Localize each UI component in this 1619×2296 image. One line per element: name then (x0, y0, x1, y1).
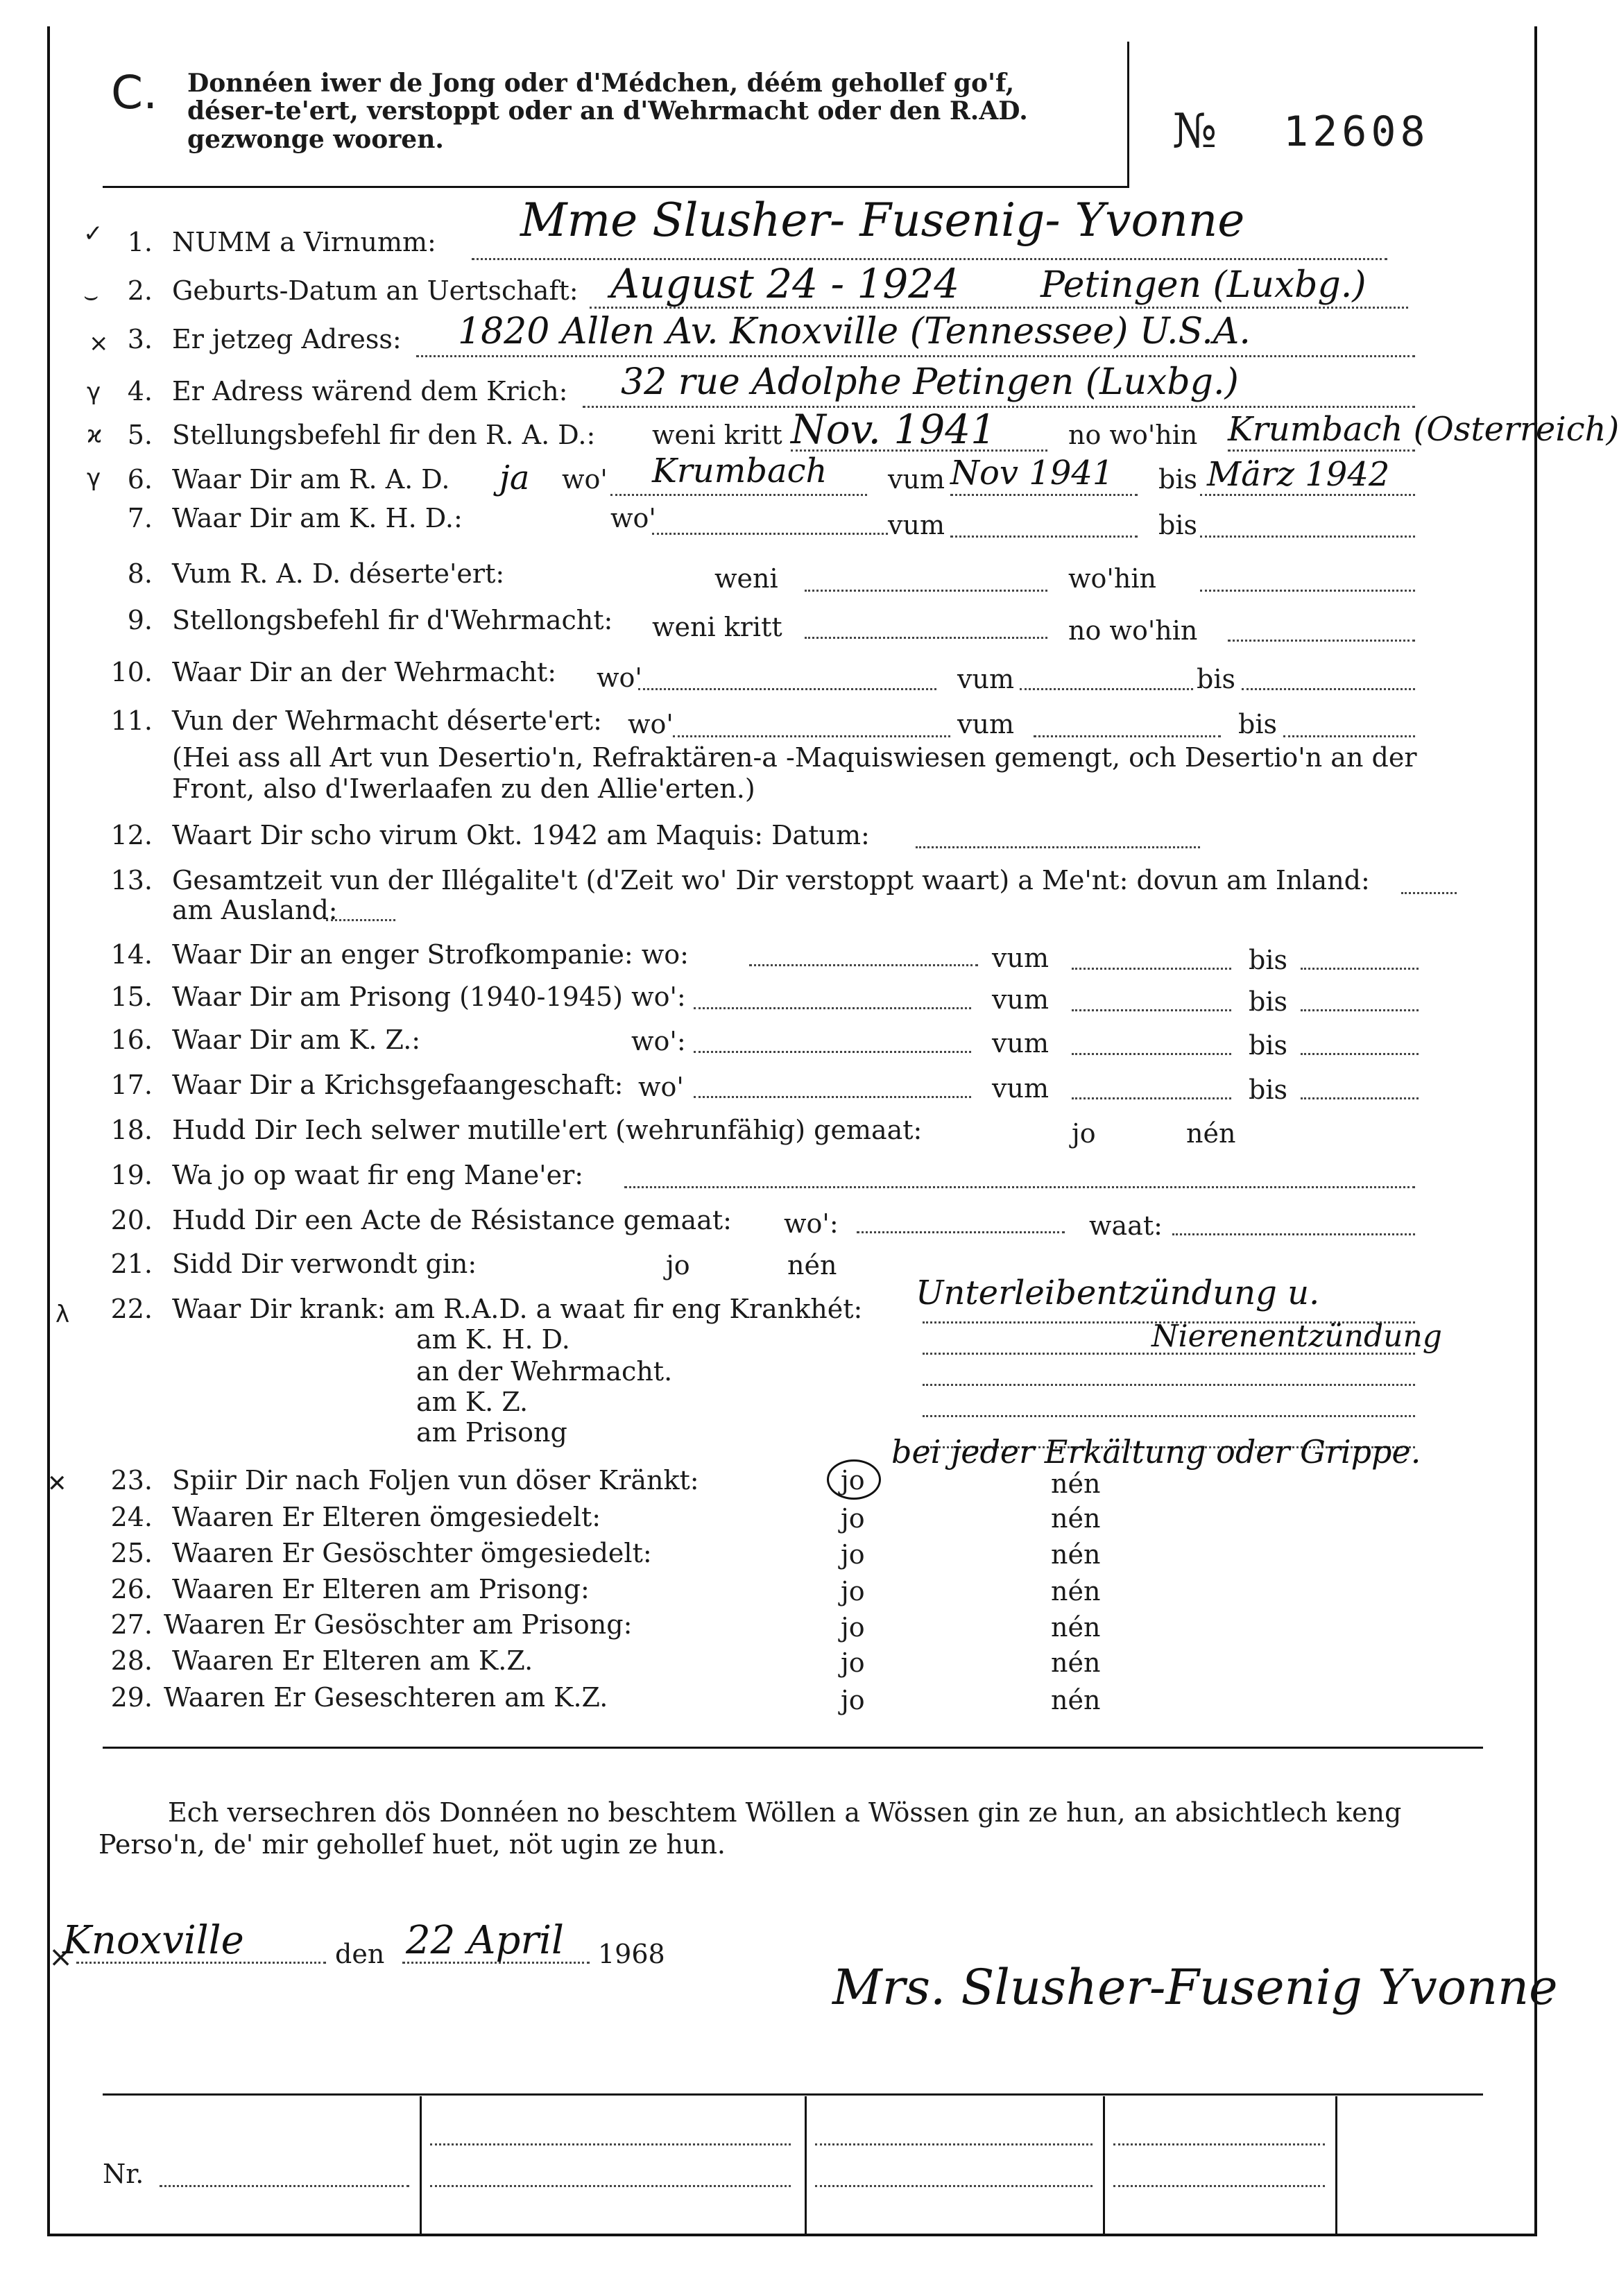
fill-line (923, 1415, 1415, 1417)
row-number: 22. (110, 1294, 153, 1324)
label-wo: wo' (597, 662, 642, 693)
fill-line (950, 494, 1138, 496)
row-label: Waar Dir a Krichsgefaangeschaft: (172, 1070, 624, 1100)
option-nen: nén (1051, 1503, 1101, 1534)
check-mark: γ (87, 378, 101, 406)
row-label: Waaren Er Elteren am Prisong: (172, 1574, 590, 1604)
check-mark: × (89, 329, 109, 357)
option-jo: jo (841, 1503, 865, 1534)
sublabel: am K. H. D. (416, 1324, 570, 1355)
row-label: Waaren Er Gesöschter am Prisong: (164, 1609, 633, 1640)
option-jo: jo (841, 1576, 865, 1607)
row-label: Vun der Wehrmacht déserte'ert: (172, 705, 602, 736)
fill-line (923, 1384, 1415, 1386)
fill-line (1228, 449, 1415, 452)
label-bis: bis (1197, 664, 1235, 694)
label-wo: wo' (638, 1072, 684, 1102)
option-nen: nén (1051, 1685, 1101, 1715)
row-label: Stellungsbefehl fir den R. A. D.: (172, 420, 596, 450)
fill-line (416, 355, 1415, 357)
row-number: 15. (110, 982, 153, 1012)
handwritten-place: Krumbach (652, 452, 828, 490)
fill-line (1072, 1053, 1231, 1055)
label-vum: vum (888, 464, 945, 495)
label-weni-kritt: weni kritt (652, 420, 782, 450)
label-vum: vum (957, 709, 1014, 739)
handwritten-destination: Krumbach (Osterreich) (1228, 410, 1619, 449)
handwritten-birthdate: August 24 - 1924 (610, 260, 960, 307)
row-label: Waar Dir am K. Z.: (172, 1025, 421, 1055)
row-number: 17. (110, 1070, 153, 1100)
label-vum: vum (992, 1028, 1049, 1059)
fill-line (1228, 640, 1415, 642)
row-number: 18. (110, 1115, 153, 1145)
fill-line (1242, 688, 1415, 690)
check-mark: ϰ (87, 421, 103, 449)
label-wo: wo': (784, 1208, 839, 1239)
handwritten-from: Nov 1941 (950, 454, 1114, 492)
label-vum: vum (992, 984, 1049, 1015)
label-bis: bis (1249, 1074, 1287, 1105)
label-wo: wo' (610, 503, 656, 533)
signature: Mrs. Slusher-Fusenig Yvonne (832, 1959, 1558, 2016)
row-number: 26. (110, 1574, 153, 1604)
footer-col-divider (805, 2096, 807, 2235)
label-no-wohin: no wo'hin (1068, 615, 1198, 646)
fill-line (694, 1007, 971, 1009)
label-bis: bis (1158, 464, 1197, 495)
label-abroad: am Ausland: (172, 895, 338, 925)
label-bis: bis (1249, 1030, 1287, 1061)
row-number: 2. (127, 275, 153, 306)
row-number: 23. (110, 1465, 153, 1496)
option-jo: jo (666, 1250, 690, 1280)
row-number: 5. (127, 420, 153, 450)
row-number: 6. (127, 464, 153, 495)
fill-line (1200, 494, 1415, 496)
row-label: Vum R. A. D. déserte'ert: (172, 558, 505, 589)
fill-line (916, 846, 1200, 848)
row-number: 19. (110, 1160, 153, 1190)
check-mark: ⌣ (83, 282, 99, 310)
fill-line (694, 1096, 971, 1098)
year: 1968 (598, 1939, 665, 1969)
row-label: Waar Dir am K. H. D.: (172, 503, 463, 533)
sublabel: am Prisong (416, 1417, 567, 1448)
row-number: 12. (110, 820, 153, 850)
fill-line (610, 494, 867, 496)
row-number: 8. (127, 558, 153, 589)
option-nen: nén (1186, 1118, 1236, 1149)
row-label: Waart Dir scho virum Okt. 1942 am Maquis: Datum: (172, 820, 870, 850)
row-number: 20. (110, 1205, 153, 1235)
fill-line (1072, 1009, 1231, 1011)
option-jo: jo (841, 1685, 865, 1715)
label-vum: vum (957, 664, 1014, 694)
fill-line (1034, 735, 1221, 737)
option-nen: nén (1051, 1539, 1101, 1570)
row-number: 1. (127, 227, 153, 257)
row-label: NUMM a Virnumm: (172, 227, 436, 257)
label-vum: vum (888, 510, 945, 540)
fill-line (430, 2143, 791, 2145)
fill-line (1072, 1097, 1231, 1099)
handwritten-illness: Unterleibentzündung u. (916, 1274, 1320, 1312)
handwritten-place: Knoxville (62, 1918, 244, 1963)
fill-line (805, 637, 1047, 639)
check-mark: ✓ (83, 220, 103, 248)
row-label: Waar Dir an der Wehrmacht: (172, 657, 557, 687)
header-divider (103, 186, 1129, 188)
fill-line (583, 406, 1415, 408)
option-nen: nén (1051, 1576, 1101, 1607)
fill-line (1172, 1233, 1415, 1235)
section-letter: C. (111, 66, 158, 119)
sublabel: an der Wehrmacht. (416, 1356, 673, 1387)
row-number: 21. (110, 1249, 153, 1279)
handwritten-address: 1820 Allen Av. Knoxville (Tennessee) U.S.A. (458, 311, 1251, 352)
footer-top-line (103, 2093, 1483, 2096)
option-jo: jo (1072, 1118, 1096, 1149)
fill-line (638, 688, 936, 690)
handwritten-to: März 1942 (1207, 455, 1390, 494)
row-number: 16. (110, 1025, 153, 1055)
row-number: 25. (110, 1538, 153, 1568)
row-label: Waar Dir am Prisong (1940-1945) wo': (172, 982, 686, 1012)
fill-line (1113, 2185, 1325, 2187)
option-nen: nén (1051, 1647, 1101, 1678)
sublabel: am K. Z. (416, 1387, 529, 1417)
row-label: Er Adress wärend dem Krich: (172, 376, 568, 406)
fill-line (652, 533, 888, 535)
label-bis: bis (1238, 709, 1277, 739)
option-jo: jo (841, 1612, 865, 1643)
row-number: 4. (127, 376, 153, 406)
label-vum: vum (992, 1073, 1049, 1104)
row-label: Hudd Dir een Acte de Résistance gemaat: (172, 1205, 732, 1235)
handwritten-name: Mme Slusher- Fusenig- Yvonne (520, 194, 1245, 247)
fill-line (1200, 590, 1415, 592)
label-waat: waat: (1089, 1210, 1163, 1241)
fill-line (815, 2185, 1093, 2187)
fill-line (76, 1962, 326, 1964)
row-number: 24. (110, 1502, 153, 1532)
row-label: Stellongsbefehl fir d'Wehrmacht: (172, 605, 613, 635)
option-jo: jo (841, 1465, 865, 1496)
label-no-wohin: no wo'hin (1068, 420, 1198, 450)
row-number: 9. (127, 605, 153, 635)
fill-line (805, 590, 1047, 592)
fill-line (1283, 735, 1415, 737)
row-number: 29. (110, 1682, 153, 1713)
handwritten-consequence: bei jeder Erkältung oder Grippe. (891, 1433, 1421, 1471)
footer-col-divider (1335, 2096, 1337, 2235)
label-wo: wo' (562, 464, 608, 495)
label-wo: wo': (631, 1026, 686, 1056)
handwritten-war-address: 32 rue Adolphe Petingen (Luxbg.) (621, 361, 1239, 403)
fill-line (1401, 892, 1457, 894)
handwritten-illness-2: Nierenentzündung (1151, 1319, 1442, 1354)
section-divider (103, 1747, 1483, 1749)
fill-line (694, 1051, 971, 1053)
handwritten-yes: ja (499, 459, 530, 497)
check-mark: γ (87, 464, 101, 492)
handwritten-birthplace: Petingen (Luxbg.) (1040, 264, 1367, 306)
row-label: Waar Dir an enger Strofkompanie: wo: (172, 939, 689, 970)
handwritten-date: 22 April (406, 1918, 564, 1963)
row-number: 3. (127, 324, 153, 354)
fill-line (1301, 1009, 1419, 1011)
fill-line (815, 2143, 1093, 2145)
label-wohin: wo'hin (1068, 563, 1156, 594)
option-nen: nén (1051, 1612, 1101, 1643)
row-number: 14. (110, 939, 153, 970)
option-jo: jo (841, 1647, 865, 1678)
row-label: Hudd Dir Iech selwer mutille'ert (wehrunfähig) gemaat: (172, 1115, 923, 1145)
footer-col-divider (420, 2096, 422, 2235)
check-mark: ✕ (47, 1470, 67, 1498)
row-number: 13. (110, 865, 153, 896)
row-label: Spiir Dir nach Foljen vun döser Kränkt: (172, 1465, 699, 1496)
footer-col-divider (1103, 2096, 1105, 2235)
form-number: 12608 (1283, 108, 1430, 156)
fill-line (749, 964, 978, 966)
section-title: Donnéen iwer de Jong oder d'Médchen, déém gehollef go'f, déser-te'ert, verstoppt oder an d'Wehrmacht oder den R.AD. gezwonge wooren. (187, 69, 1028, 154)
check-mark: × (49, 1939, 74, 1973)
footer-nr-label: Nr. (103, 2159, 144, 2189)
desertion-note: (Hei ass all Art vun Desertio'n, Refraktären-a -Maquiswiesen gemengt, och Desertio'n an der Front, also d'Iwerlaafen zu den Allie'erten.) (172, 742, 1417, 804)
handwritten-date: Nov. 1941 (791, 406, 997, 453)
fill-line (1301, 968, 1419, 970)
label-bis: bis (1249, 986, 1287, 1017)
number-symbol: № (1172, 104, 1217, 159)
row-label: Waar Dir am R. A. D. (172, 464, 450, 495)
label-wo: wo' (628, 709, 674, 739)
fill-line (1020, 688, 1193, 690)
declaration-text: Ech versechren dös Donnéen no beschtem Wöllen a Wössen gin ze hun, an absichtlech keng Perso'n, de' mir gehollef huet, nöt ugin ze hun. (98, 1797, 1402, 1860)
row-number: 7. (127, 503, 153, 533)
row-label: Wa jo op waat fir eng Mane'er: (172, 1160, 584, 1190)
row-label: Waaren Er Gesöschter ömgesiedelt: (172, 1538, 652, 1568)
label-bis: bis (1158, 510, 1197, 540)
fill-line (402, 1962, 590, 1964)
label-den: den (335, 1939, 385, 1969)
row-label: Waaren Er Geseschteren am K.Z. (164, 1682, 608, 1713)
option-nen: nén (1051, 1468, 1101, 1499)
header-vertical-divider (1127, 42, 1129, 187)
row-number: 27. (110, 1609, 153, 1640)
fill-line (857, 1231, 1065, 1233)
row-label: Er jetzeg Adress: (172, 324, 402, 354)
label-bis: bis (1249, 945, 1287, 975)
option-nen: nén (787, 1250, 837, 1280)
option-jo: jo (841, 1539, 865, 1570)
row-number: 11. (110, 705, 153, 736)
row-number: 10. (110, 657, 153, 687)
fill-line (160, 2185, 409, 2187)
fill-line (1072, 968, 1231, 970)
fill-line (950, 536, 1138, 538)
row-label: Sidd Dir verwondt gin: (172, 1249, 477, 1279)
label-weni-kritt: weni kritt (652, 612, 782, 642)
row-label: Gesamtzeit vun der Illégalite't (d'Zeit wo' Dir verstoppt waart) a Me'nt: dovun am Inland: (172, 865, 1370, 896)
fill-line (430, 2185, 791, 2187)
fill-line (326, 919, 395, 921)
fill-line (1200, 536, 1415, 538)
row-number: 28. (110, 1645, 153, 1676)
check-mark: λ (55, 1301, 70, 1328)
fill-line (1301, 1053, 1419, 1055)
row-label: Waar Dir krank: am R.A.D. a waat fir eng Krankhét: (172, 1294, 863, 1324)
row-label: Waaren Er Elteren ömgesiedelt: (172, 1502, 601, 1532)
fill-line (1113, 2143, 1325, 2145)
label-weni: weni (714, 563, 778, 594)
row-label: Waaren Er Elteren am K.Z. (172, 1645, 533, 1676)
fill-line (624, 1186, 1415, 1188)
row-label: Geburts-Datum an Uertschaft: (172, 275, 579, 306)
fill-line (673, 735, 950, 737)
label-vum: vum (992, 943, 1049, 973)
fill-line (1301, 1097, 1419, 1099)
